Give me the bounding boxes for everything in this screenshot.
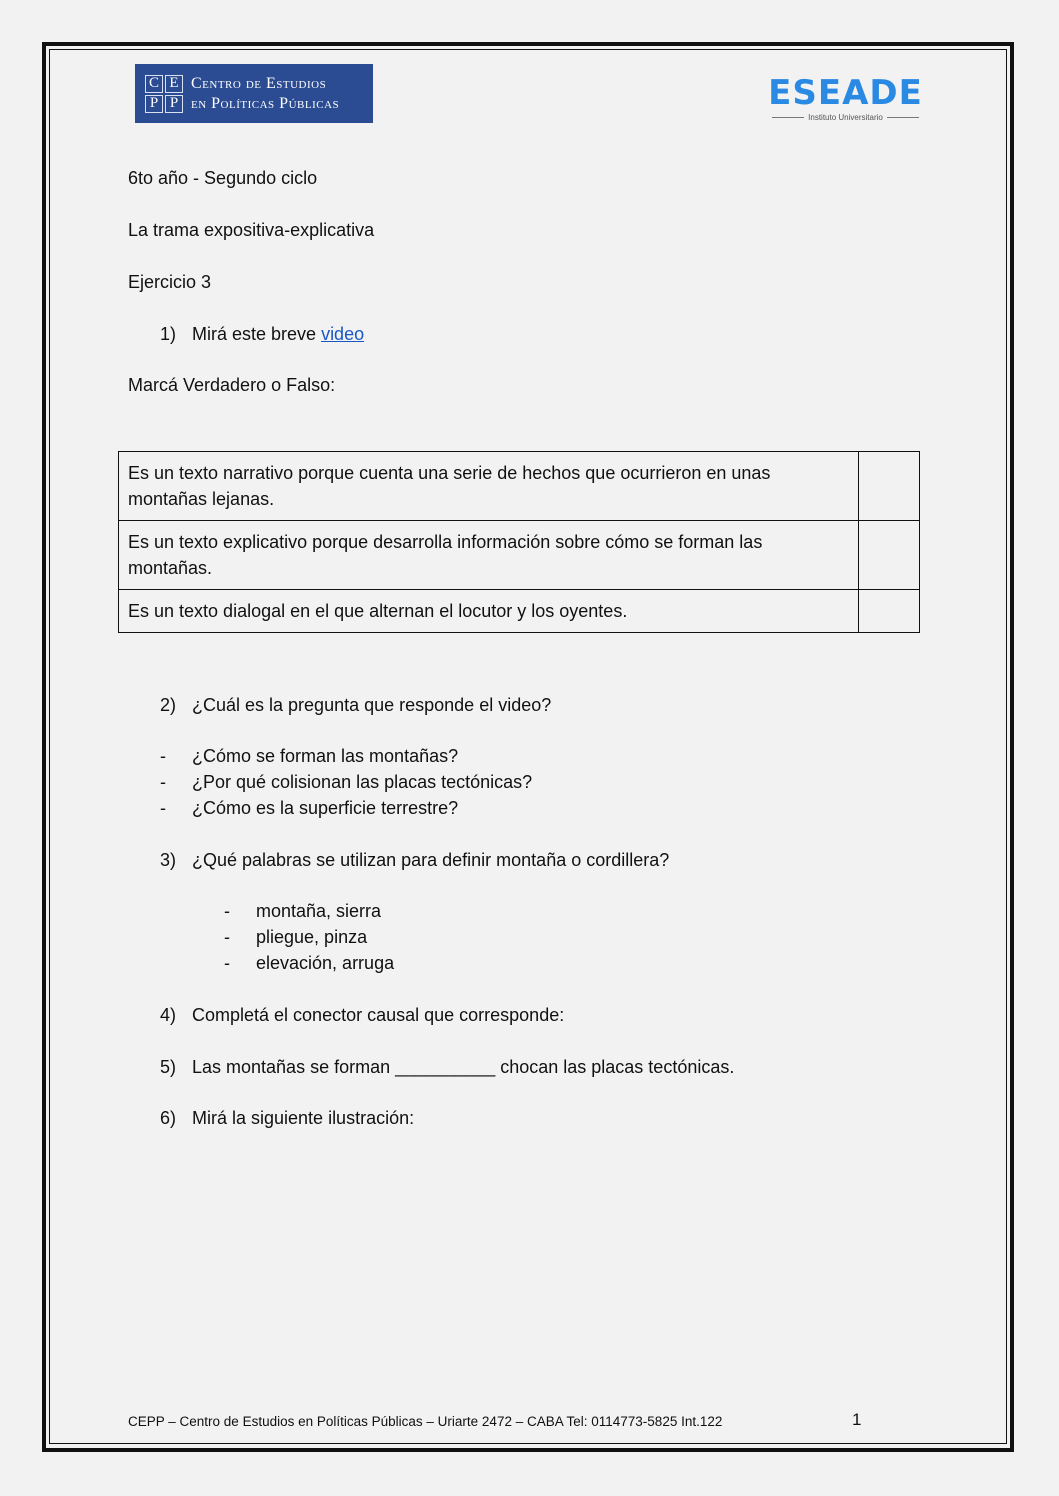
table-row (119, 521, 920, 590)
topic-heading: La trama expositiva-explicativa (128, 220, 375, 240)
bullet: - (224, 901, 230, 921)
q4-number: 4) (160, 1005, 177, 1025)
bullet: - (160, 798, 166, 818)
table-row (119, 452, 920, 521)
q4-text: Completá el conector causal que corresponde: (192, 1005, 565, 1025)
bullet: - (224, 927, 230, 947)
bullet: - (160, 746, 166, 766)
cepp-letter: P (145, 95, 163, 113)
cepp-logo-mark (145, 75, 183, 113)
q6-number: 6) (160, 1108, 177, 1128)
bullet: - (224, 953, 230, 973)
divider (772, 117, 804, 118)
eseade-logo-subtitle (768, 113, 923, 122)
q3-text: ¿Qué palabras se utilizan para definir montaña o cordillera? (192, 850, 670, 870)
q2-option: ¿Cómo es la superficie terrestre? (192, 798, 459, 818)
exercise-heading: Ejercicio 3 (128, 272, 212, 292)
q2-text: ¿Cuál es la pregunta que responde el video? (192, 695, 552, 715)
q2-number: 2) (160, 695, 177, 715)
cepp-logo (135, 64, 373, 123)
q3-option: pliegue, pinza (256, 927, 368, 947)
cepp-logo-text (191, 74, 339, 114)
true-false-table (118, 451, 920, 633)
tf-answer-cell[interactable] (859, 452, 920, 521)
tf-statement: Es un texto explicativo porque desarrolla información sobre cómo se forman las montañas. (119, 521, 859, 590)
q1-text (192, 322, 364, 346)
cepp-logo-line1: Centro de Estudios (191, 74, 327, 92)
q2-option: ¿Por qué colisionan las placas tectónicas? (192, 772, 533, 792)
bullet: - (160, 772, 166, 792)
page-number: 1 (852, 1410, 862, 1429)
table-row (119, 590, 920, 633)
q5-number: 5) (160, 1057, 177, 1077)
cepp-letter: C (145, 75, 163, 93)
eseade-logo (768, 74, 923, 124)
cepp-letter: P (165, 95, 183, 113)
tf-instruction: Marcá Verdadero o Falso: (128, 375, 336, 395)
q1-prompt: Mirá este breve (192, 324, 322, 344)
cepp-logo-line2: en Políticas Públicas (191, 94, 340, 112)
divider (887, 117, 919, 118)
q3-option: montaña, sierra (256, 901, 382, 921)
eseade-subtitle-text: Instituto Universitario (808, 113, 883, 122)
tf-answer-cell[interactable] (859, 521, 920, 590)
q3-option: elevación, arruga (256, 953, 395, 973)
footer-text: CEPP – Centro de Estudios en Políticas Públicas – Uriarte 2472 – CABA Tel: 0114773-5825 Int.122 (128, 1414, 723, 1429)
q3-number: 3) (160, 850, 177, 870)
tf-answer-cell[interactable] (859, 590, 920, 633)
tf-statement: Es un texto narrativo porque cuenta una serie de hechos que ocurrieron en unas montañas lejanas. (119, 452, 859, 521)
cepp-letter: E (165, 75, 183, 93)
video-link[interactable]: video (321, 324, 365, 344)
tf-statement: Es un texto dialogal en el que alternan el locutor y los oyentes. (119, 590, 859, 633)
q5-text: Las montañas se forman __________ chocan las placas tectónicas. (192, 1057, 735, 1077)
q2-option: ¿Cómo se forman las montañas? (192, 746, 459, 766)
q1-number: 1) (160, 324, 177, 344)
eseade-logo-word: ESEADE (768, 73, 923, 113)
q6-text: Mirá la siguiente ilustración: (192, 1108, 415, 1128)
grade-heading: 6to año - Segundo ciclo (128, 168, 318, 188)
